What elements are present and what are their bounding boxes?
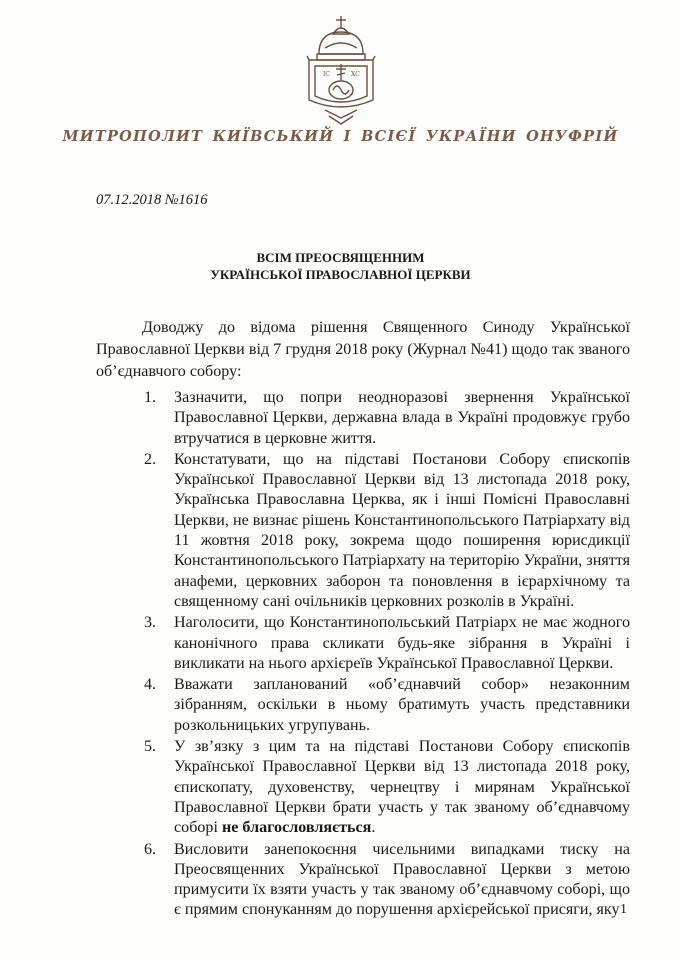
item-tail: . [371, 819, 376, 837]
svg-text:ІС: ІС [323, 71, 330, 78]
item-number: 6. [144, 840, 157, 858]
item-number: 5. [144, 738, 157, 756]
list-item [140, 840, 630, 921]
item-text: Зазначити, що попри неодноразові звернення Української Православної Церкви, державна влада в Україні продовжує грубо втручатися в церковне життя. [174, 389, 630, 447]
item-text: Наголосити, що Константинопольський Патріарх не має жодного канонічного права скликати будь-яке зібрання в Україні і викликати на нього архієреїв Української Православної Церкви. [174, 614, 630, 672]
item-emphasis: не благословляється [221, 819, 372, 837]
decision-list [140, 388, 630, 922]
item-text: Констатувати, що на підставі Постанови Собору єпископів Української Православної Церкви від 13 листопада 2018 року, Українська Православна Церква, як і інші Помісні Православні Церкви, не визнає рішень Константинопольського Патріархату від 11 жовтня 2018 року, зокрема щодо поширення юрисдикції Константинопольського Патріархату на територію України, зняття анафеми, церковних заборон та поновлення в ієрархічному та священному сані очільників церковних розколів в Україні. [174, 450, 630, 610]
item-number: 3. [144, 614, 157, 632]
list-item [140, 675, 630, 736]
item-text: У зв’язку з цим та на підставі Постанови Собору єпископів Української Православної Церкви від 13 листопада 2018 року, єпископату, духовенству, чернецтву і мирянам Української Православної Церкви брати участь у так званому об’єднавчому соборі [174, 738, 630, 837]
list-item [140, 613, 630, 674]
addressee-line-2: УКРАЇНСЬКОЇ ПРАВОСЛАВНОЇ ЦЕРКВИ [210, 267, 471, 282]
item-number: 2. [144, 450, 157, 468]
item-number: 1. [144, 389, 157, 406]
intro-paragraph: Доводжу до відома рішення Священного Синоду Української Православної Церкви від 7 грудня 2018 року (Журнал №41) щодо так званого об’єднавчого собору: [96, 319, 630, 380]
item-text: Висловити занепокоєння чисельними випадками тиску на Преосвященних Української Православної Церкви з метою примусити їх взяти участь у так званому об’єднавчому соборі, що є прямим спонуканням до порушення архієрейської присяги, яку [174, 840, 630, 919]
letterhead-title: МИТРОПОЛИТ КИЇВСЬКИЙ І ВСІЄЇ УКРАЇНИ ОНУФРІЙ [62, 128, 619, 145]
addressee-block [0, 249, 681, 283]
list-item [140, 450, 630, 612]
church-dome-cross-monogram-icon [305, 14, 377, 126]
svg-text:ХС: ХС [351, 71, 360, 78]
item-number: 4. [144, 676, 157, 694]
document-reference: 07.12.2018 №1616 [96, 192, 208, 208]
item-text: Вважати запланований «об’єднавчий собор» незаконним зібранням, оскільки в ньому братимуть участь представники розкольницьких угрупувань. [174, 676, 630, 734]
list-item [140, 388, 630, 449]
addressee-line-1: ВСІМ ПРЕОСВЯЩЕННИМ [256, 250, 425, 265]
page-number: 1 [620, 902, 627, 917]
list-item [140, 737, 630, 838]
